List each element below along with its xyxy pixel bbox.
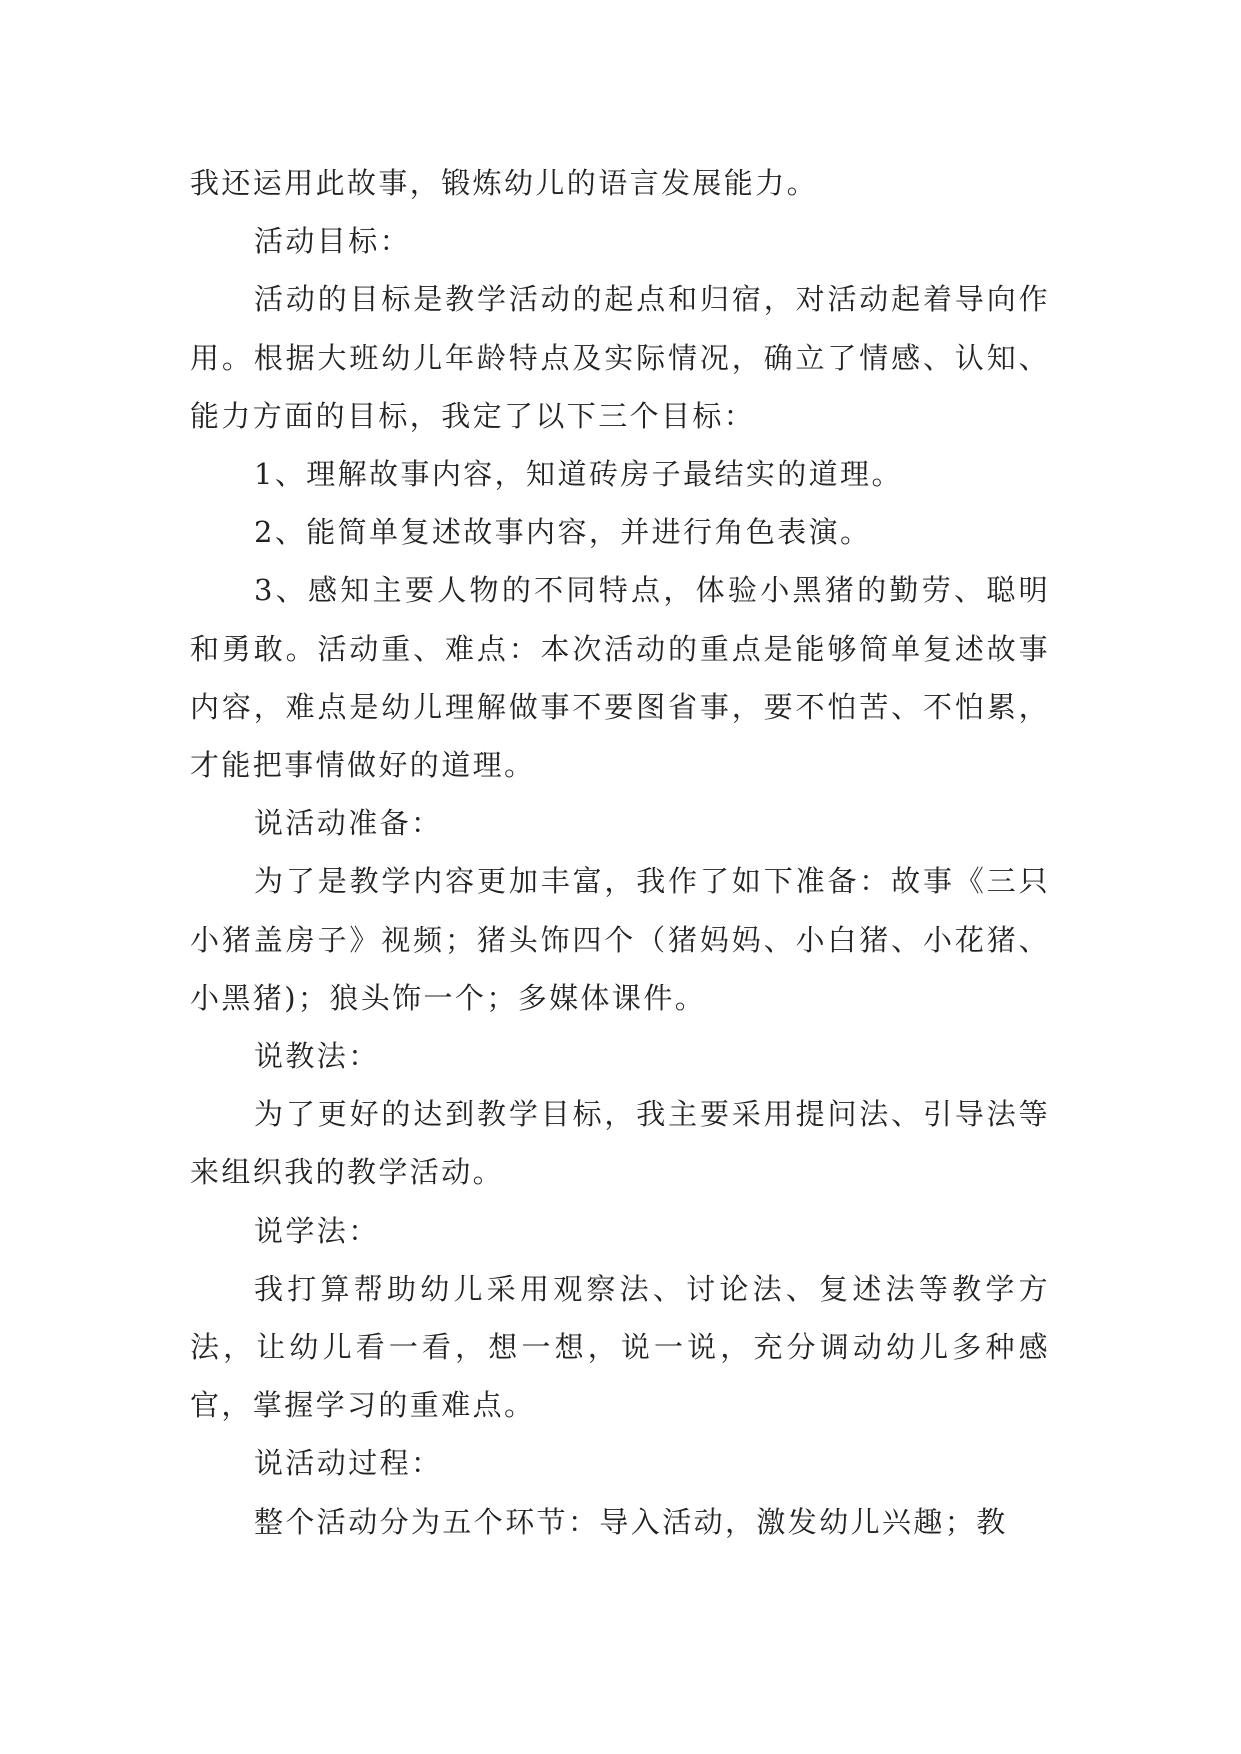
goal-item-1: 1、理解故事内容，知道砖房子最结实的道理。 [254,457,903,492]
paragraph-teaching-methods: 为了更好的达到教学目标，我主要采用提问法、引导法等来组织我的教学活动。 [190,1097,1050,1190]
goal-item-2: 2、能简单复述故事内容，并进行角色表演。 [254,515,872,550]
paragraph-intro-continuation: 我还运用此故事，锻炼幼儿的语言发展能力。 [190,166,819,200]
goal-item-3: 3、感知主要人物的不同特点，体验小黑猪的勤劳、聪明和勇敢。活动重、难点：本次活动的重点是能够简单复述故事内容，难点是幼儿理解做事不要图省事，要不怕苦、不怕累，才能把事情做好的道理。 [190,573,1050,783]
heading-learning-methods: 说学法： [254,1213,380,1248]
paragraph-goals-description: 活动的目标是教学活动的起点和归宿，对活动起着导向作用。根据大班幼儿年龄特点及实际情况，确立了情感、认知、能力方面的目标，我定了以下三个目标： [190,282,1050,433]
heading-teaching-methods: 说教法： [254,1039,380,1074]
heading-activity-process: 说活动过程： [254,1446,443,1481]
paragraph-activity-process: 整个活动分为五个环节：导入活动，激发幼儿兴趣；教 [254,1504,1008,1539]
paragraph-learning-methods: 我打算帮助幼儿采用观察法、讨论法、复述法等教学方法，让幼儿看一看，想一想，说一说，充分调动幼儿多种感官，掌握学习的重难点。 [190,1271,1050,1423]
heading-activity-goals: 活动目标： [254,224,412,259]
document-body [190,154,1050,1551]
paragraph-preparation: 为了是教学内容更加丰富，我作了如下准备：故事《三只小猪盖房子》视频；猪头饰四个（猪妈妈、小白猪、小花猪、小黑猪)；狼头饰一个；多媒体课件。 [190,864,1050,1015]
heading-activity-preparation: 说活动准备： [254,806,443,841]
